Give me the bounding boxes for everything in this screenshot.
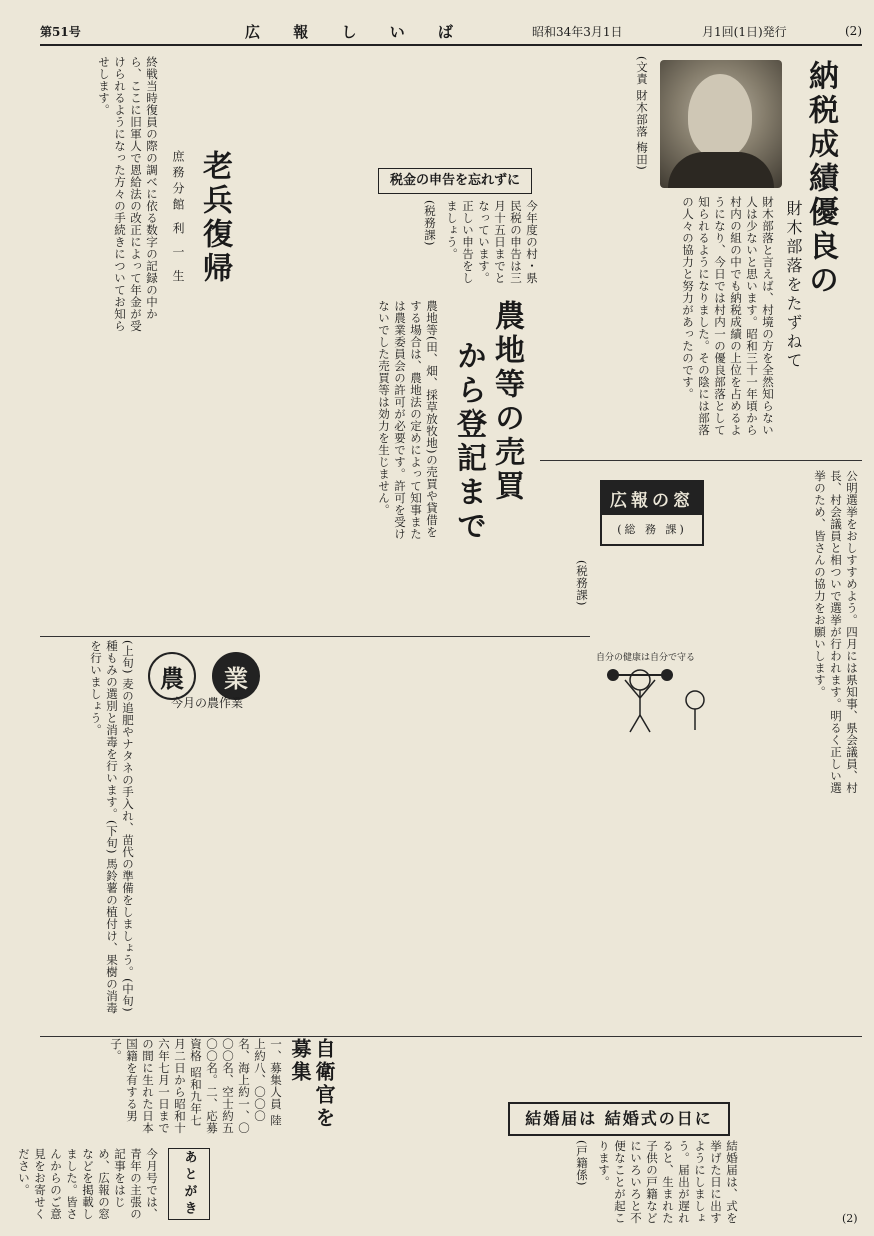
article1-body — [600, 196, 776, 446]
portrait-coat — [668, 152, 774, 188]
page-number: (2) — [845, 24, 862, 38]
portrait-face — [688, 74, 752, 158]
agriculture-text: (上旬) 麦の追肥やナタネの手入れ、苗代の準備をしましょう。(中旬) 種もみの選別と消毒を行います。(下旬) 馬鈴薯の植付け、果樹の消毒を行いましょう。 — [89, 640, 135, 1015]
agriculture-char-1: 農 — [148, 652, 196, 700]
agriculture-char-2: 業 — [212, 652, 260, 700]
marriage-notice-title: 結婚届は 結婚式の日に — [508, 1102, 730, 1136]
article3-body — [40, 56, 160, 336]
kouhou-window-dept: (総 務 課) — [617, 523, 687, 536]
divider — [40, 636, 590, 637]
recruit-title: 自衛官を募集 — [288, 1038, 336, 1130]
article2-text: 農地等(田、畑、採草放牧地)の売買や貸借をする場合は、農地法の定めによって知事または農業委員会の許可が必要です。許可を受けないでした売買等は効力を生じません。 — [377, 300, 439, 540]
paper-title: 広 報 し い ば — [245, 22, 467, 41]
agriculture-body — [40, 640, 136, 1020]
agriculture-chars — [148, 652, 260, 700]
marriage-body — [540, 1140, 740, 1228]
article1-credit: (文責 財木部落 梅田) — [635, 56, 649, 171]
afterword-title: あとがき — [168, 1148, 210, 1220]
tax-reminder-box: 税金の申告を忘れずに — [378, 168, 532, 194]
article2-body-cont — [300, 560, 590, 780]
afterword-text: 今月号では、青年の主張の記事をはじめ、広報の窓などを掲載しました。皆さんからのご意見をお寄せください。 — [17, 1148, 159, 1220]
article1-subtitle: 財木部落をたずねて — [784, 200, 803, 371]
kouhou-window-box — [600, 480, 704, 546]
article2-subtitle: から登記まで — [451, 340, 486, 544]
page-footer: (2) — [842, 1212, 858, 1225]
cartoon-illustration — [600, 640, 730, 740]
article2-title: 農地等の売買 — [489, 300, 524, 504]
article2-body — [290, 300, 440, 540]
divider — [40, 1036, 862, 1037]
article3-author: 庶務分館 利 一 生 — [171, 150, 185, 286]
kouhou-body — [710, 470, 860, 800]
article3-title: 老兵復帰 — [197, 150, 232, 286]
issue-number: 第51号 — [40, 24, 81, 39]
agriculture-subtitle: 今月の農作業 — [170, 696, 243, 710]
article1-text: 財木部落と言えば、村境の方を全然知らない人は少ないと思います。昭和三十一年頃から村内の組の中でも納税成績の上位を占めるようになり、今日では村内一の優良部落として知られるようになりました。その陰には部落の人々の協力と努力があったのです。 — [681, 196, 775, 436]
article1-title: 納税成績優良の — [803, 60, 838, 298]
article3-text: 終戦当時復員の際の調べに依る数字の記録の中から、ここに旧軍人で恩給法の改正によって年金が受けられるようになった方々の手続きについてお知らせします。 — [97, 56, 159, 332]
tax-text: 今年度の村・県民税の申告は三月十五日までとなっています。正しい申告をしましょう。 — [445, 200, 539, 284]
afterword-body — [17, 1148, 160, 1228]
portrait-photo — [660, 60, 782, 188]
divider — [540, 460, 862, 461]
cartoon-caption: 自分の健康は自分で守る — [596, 653, 696, 663]
recruit-text: 一、募集人員 陸上約八、〇〇〇名、海上約一、〇〇〇名、空士約五〇〇名。二、応募資格 昭和九年七月二日から昭和十六年七月一日までの間に生れた日本国籍を有する男子。 — [109, 1038, 283, 1134]
masthead — [40, 18, 862, 46]
article2-credit: (税務課) — [575, 560, 589, 606]
kouhou-text: 公明選挙をおしすすめよう。四月には県知事、県会議員、村長、村会議員と相ついで選挙が行われます。明るく正しい選挙のため、皆さんの協力をお願いします。 — [813, 470, 859, 794]
kouhou-window-title: 広報の窓 — [602, 482, 702, 515]
recruit-body — [109, 1038, 284, 1138]
marriage-credit: (戸籍係) — [575, 1140, 589, 1186]
article1-body-cont — [560, 56, 650, 192]
publish-frequency: 月1回(1日)発行 — [702, 24, 787, 39]
marriage-text: 結婚届は、式を挙げた日に出すようにしましょう。届出が遅れると、生まれた子供の戸籍などにいろいろと不便なことが起こります。 — [597, 1140, 739, 1224]
publish-date: 昭和34年3月1日 — [532, 24, 623, 39]
tax-body — [380, 200, 540, 290]
tax-credit: (税務課) — [423, 200, 437, 246]
